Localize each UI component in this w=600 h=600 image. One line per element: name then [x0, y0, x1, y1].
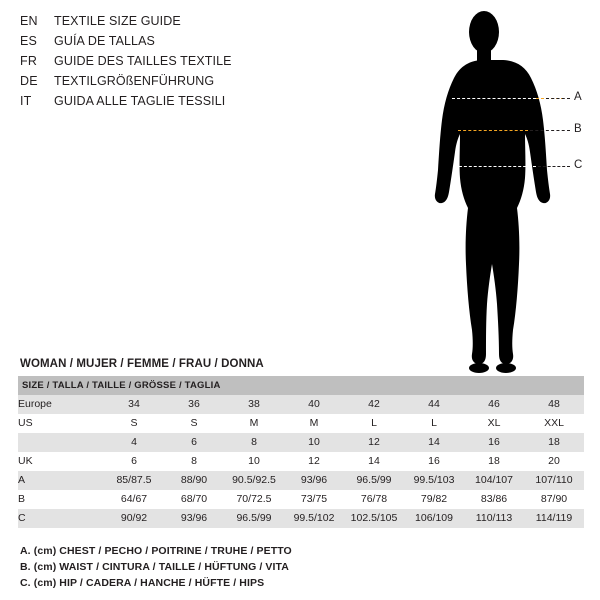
cell: 99.5/102	[284, 509, 344, 528]
title-text: GUÍA DE TALLAS	[54, 34, 155, 48]
cell: 99.5/103	[404, 471, 464, 490]
cell: M	[284, 414, 344, 433]
cell: 10	[224, 452, 284, 471]
measurement-legend	[20, 543, 560, 591]
title-row-es	[20, 34, 350, 54]
cell: 48	[524, 395, 584, 414]
cell: 110/113	[464, 509, 524, 528]
title-row-de	[20, 74, 350, 94]
cell: 8	[164, 452, 224, 471]
size-table	[18, 376, 584, 528]
cell: 10	[284, 433, 344, 452]
table-row	[18, 471, 584, 490]
cell: 96.5/99	[224, 509, 284, 528]
legend-line-b: B. (cm) WAIST / CINTURA / TAILLE / HÜFTUNG / VITA	[20, 561, 289, 573]
table-row	[18, 433, 584, 452]
cell: 107/110	[524, 471, 584, 490]
language-code: IT	[20, 94, 32, 108]
title-text: GUIDE DES TAILLES TEXTILE	[54, 54, 232, 68]
cell: 104/107	[464, 471, 524, 490]
cell: 14	[344, 452, 404, 471]
cell: 42	[344, 395, 404, 414]
cell: 90/92	[104, 509, 164, 528]
language-titles	[20, 14, 350, 114]
cell: 46	[464, 395, 524, 414]
legend-line-c: C. (cm) HIP / CADERA / HANCHE / HÜFTE / HIPS	[20, 577, 265, 589]
cell: S	[164, 414, 224, 433]
cell: 12	[344, 433, 404, 452]
language-code: ES	[20, 34, 38, 48]
cell: XXL	[524, 414, 584, 433]
measure-line-c-body	[454, 166, 536, 167]
table-row	[18, 509, 584, 528]
cell: 16	[404, 452, 464, 471]
measure-label-b: B	[574, 123, 582, 135]
cell: 106/109	[404, 509, 464, 528]
title-text: TEXTILGRÖßENFÜHRUNG	[54, 74, 215, 88]
title-text: GUIDA ALLE TAGLIE TESSILI	[54, 94, 226, 108]
cell: 88/90	[164, 471, 224, 490]
cell: 83/86	[464, 490, 524, 509]
cell: 20	[524, 452, 584, 471]
row-label: US	[18, 414, 104, 433]
row-label: A	[18, 471, 104, 490]
cell: 76/78	[344, 490, 404, 509]
measure-label-a: A	[574, 91, 582, 103]
measure-line-c-leader	[538, 166, 570, 167]
language-code: DE	[20, 74, 38, 88]
row-label: B	[18, 490, 104, 509]
cell: 16	[464, 433, 524, 452]
measure-label-c: C	[574, 159, 583, 171]
measure-line-a-body	[452, 98, 536, 99]
cell: 85/87.5	[104, 471, 164, 490]
measure-line-a-leader	[546, 98, 570, 99]
cell: 93/96	[284, 471, 344, 490]
cell: 44	[404, 395, 464, 414]
cell: 38	[224, 395, 284, 414]
table-header-row	[18, 376, 584, 395]
cell: 93/96	[164, 509, 224, 528]
female-body-silhouette-icon	[380, 8, 590, 378]
cell: 4	[104, 433, 164, 452]
row-label	[18, 433, 104, 452]
cell: 102.5/105	[344, 509, 404, 528]
cell: 12	[284, 452, 344, 471]
cell: L	[404, 414, 464, 433]
cell: L	[344, 414, 404, 433]
title-text: TEXTILE SIZE GUIDE	[54, 14, 181, 28]
cell: 68/70	[164, 490, 224, 509]
measure-line-b-leader	[530, 130, 570, 131]
cell: 40	[284, 395, 344, 414]
cell: 6	[164, 433, 224, 452]
cell: XL	[464, 414, 524, 433]
table-row	[18, 395, 584, 414]
table-row	[18, 490, 584, 509]
cell: 36	[164, 395, 224, 414]
cell: 18	[524, 433, 584, 452]
title-row-it	[20, 94, 350, 114]
cell: 64/67	[104, 490, 164, 509]
cell: 6	[104, 452, 164, 471]
title-row-fr	[20, 54, 350, 74]
cell: 79/82	[404, 490, 464, 509]
cell: 87/90	[524, 490, 584, 509]
size-table-block	[18, 358, 584, 528]
table-group-title: WOMAN / MUJER / FEMME / FRAU / DONNA	[20, 358, 264, 370]
cell: 96.5/99	[344, 471, 404, 490]
cell: 14	[404, 433, 464, 452]
table-header-label: SIZE / TALLA / TAILLE / GRÖSSE / TAGLIA	[22, 380, 221, 391]
row-label: C	[18, 509, 104, 528]
cell: S	[104, 414, 164, 433]
row-label: UK	[18, 452, 104, 471]
legend-line-a: A. (cm) CHEST / PECHO / POITRINE / TRUHE / PETTO	[20, 545, 292, 557]
cell: 90.5/92.5	[224, 471, 284, 490]
cell: 18	[464, 452, 524, 471]
cell: 8	[224, 433, 284, 452]
table-row	[18, 414, 584, 433]
language-code: FR	[20, 54, 38, 68]
row-label: Europe	[18, 395, 104, 414]
figure-area	[380, 8, 590, 378]
cell: 34	[104, 395, 164, 414]
cell: 70/72.5	[224, 490, 284, 509]
table-row	[18, 452, 584, 471]
title-row-en	[20, 14, 350, 34]
cell: 73/75	[284, 490, 344, 509]
measure-line-b-body	[458, 130, 528, 131]
language-code: EN	[20, 14, 38, 28]
cell: M	[224, 414, 284, 433]
cell: 114/119	[524, 509, 584, 528]
